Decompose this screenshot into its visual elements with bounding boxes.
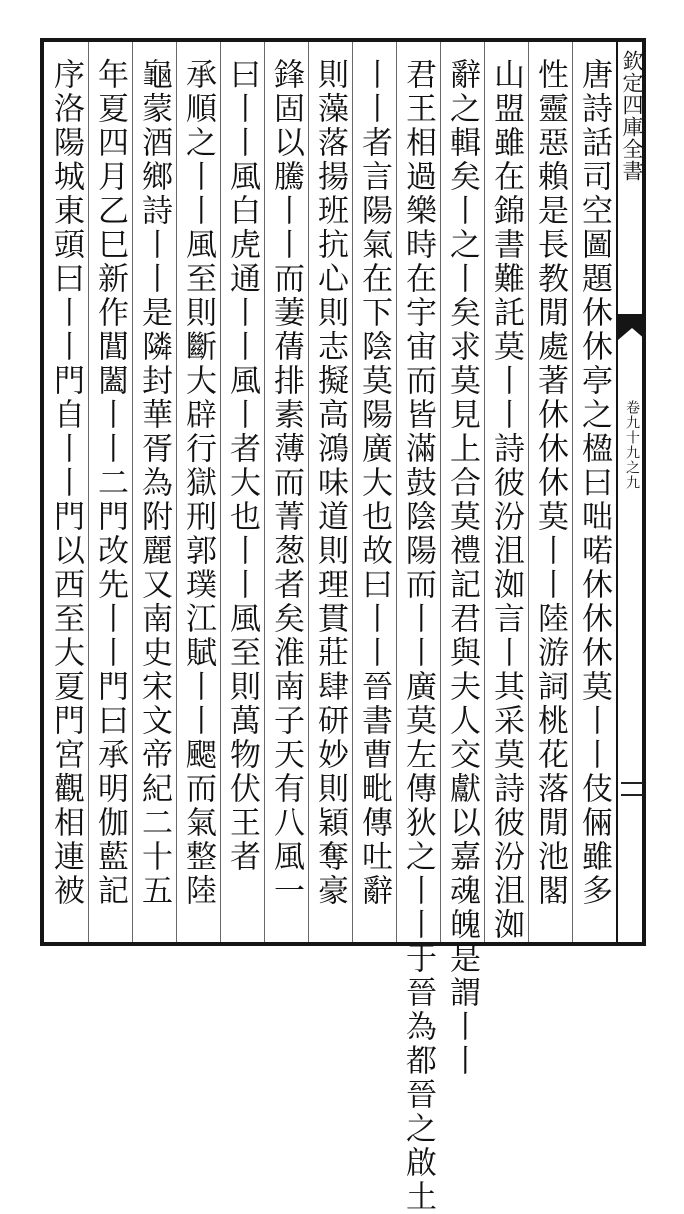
text-column-1: 唐詩話司空圖題休休亭之楹曰咄喏休休休莫丨丨伎倆雖多: [576, 58, 612, 908]
text-body: [44, 42, 616, 1214]
margin-tick: [621, 782, 643, 784]
banxin-margin: [618, 42, 646, 942]
page-frame: [40, 38, 646, 1214]
text-column-7: 則藻落揚班抗心則志擬高鴻味道則理貫莊肆研妙則穎奪豪: [312, 58, 348, 908]
text-column-12: 年夏四月乙巳新作閶闔丨丨二門改先丨丨門曰承明伽藍記: [92, 58, 128, 908]
text-column-11: 龜蒙酒鄉詩丨丨是隣封華胥為附麗又南史宋文帝紀二十五: [136, 58, 172, 908]
text-column-4: 辭之輯矣丨之丨矣求莫見上合莫禮記君與夫人交獻以嘉魂魄是謂丨丨: [444, 58, 480, 1078]
text-column-3: 山盟雖在錦書難託莫丨丨詩彼汾沮洳言丨其采莫詩彼汾沮洳: [488, 58, 524, 942]
text-column-9: 曰丨丨風白虎通丨丨風丨者大也丨丨風至則萬物伏王者: [224, 58, 260, 874]
text-column-2: 性靈惡賴是長教閒處著休休休莫丨丨陸游詞桃花落閒池閣: [532, 58, 568, 908]
fishtail-mark-icon: [618, 310, 646, 344]
text-column-8: 鋒固以騰丨丨而萋蒨排素薄而菁葱者矣淮南子天有八風一: [268, 58, 304, 908]
text-column-5: 君王相過樂時在宇宙而皆滿鼓陰陽而丨丨廣莫左傳狄之丨丨于晉為都晉之啟土: [400, 58, 436, 1214]
book-title: 欽定四庫全書: [620, 50, 644, 182]
margin-tick: [621, 794, 643, 796]
text-column-6: 丨丨者言陽氣在下陰莫陽廣大也故曰丨丨晉書曹毗傳吐辭: [356, 58, 392, 908]
text-column-10: 承順之丨丨風至則斷大辟行獄刑郭璞江賦丨丨颸而氣整陸: [180, 58, 216, 908]
text-column-13: 序洛陽城東頭曰丨丨門自丨丨門以西至大夏門宮觀相連被: [48, 58, 84, 908]
juan-number: 卷九十九之九: [624, 400, 640, 490]
